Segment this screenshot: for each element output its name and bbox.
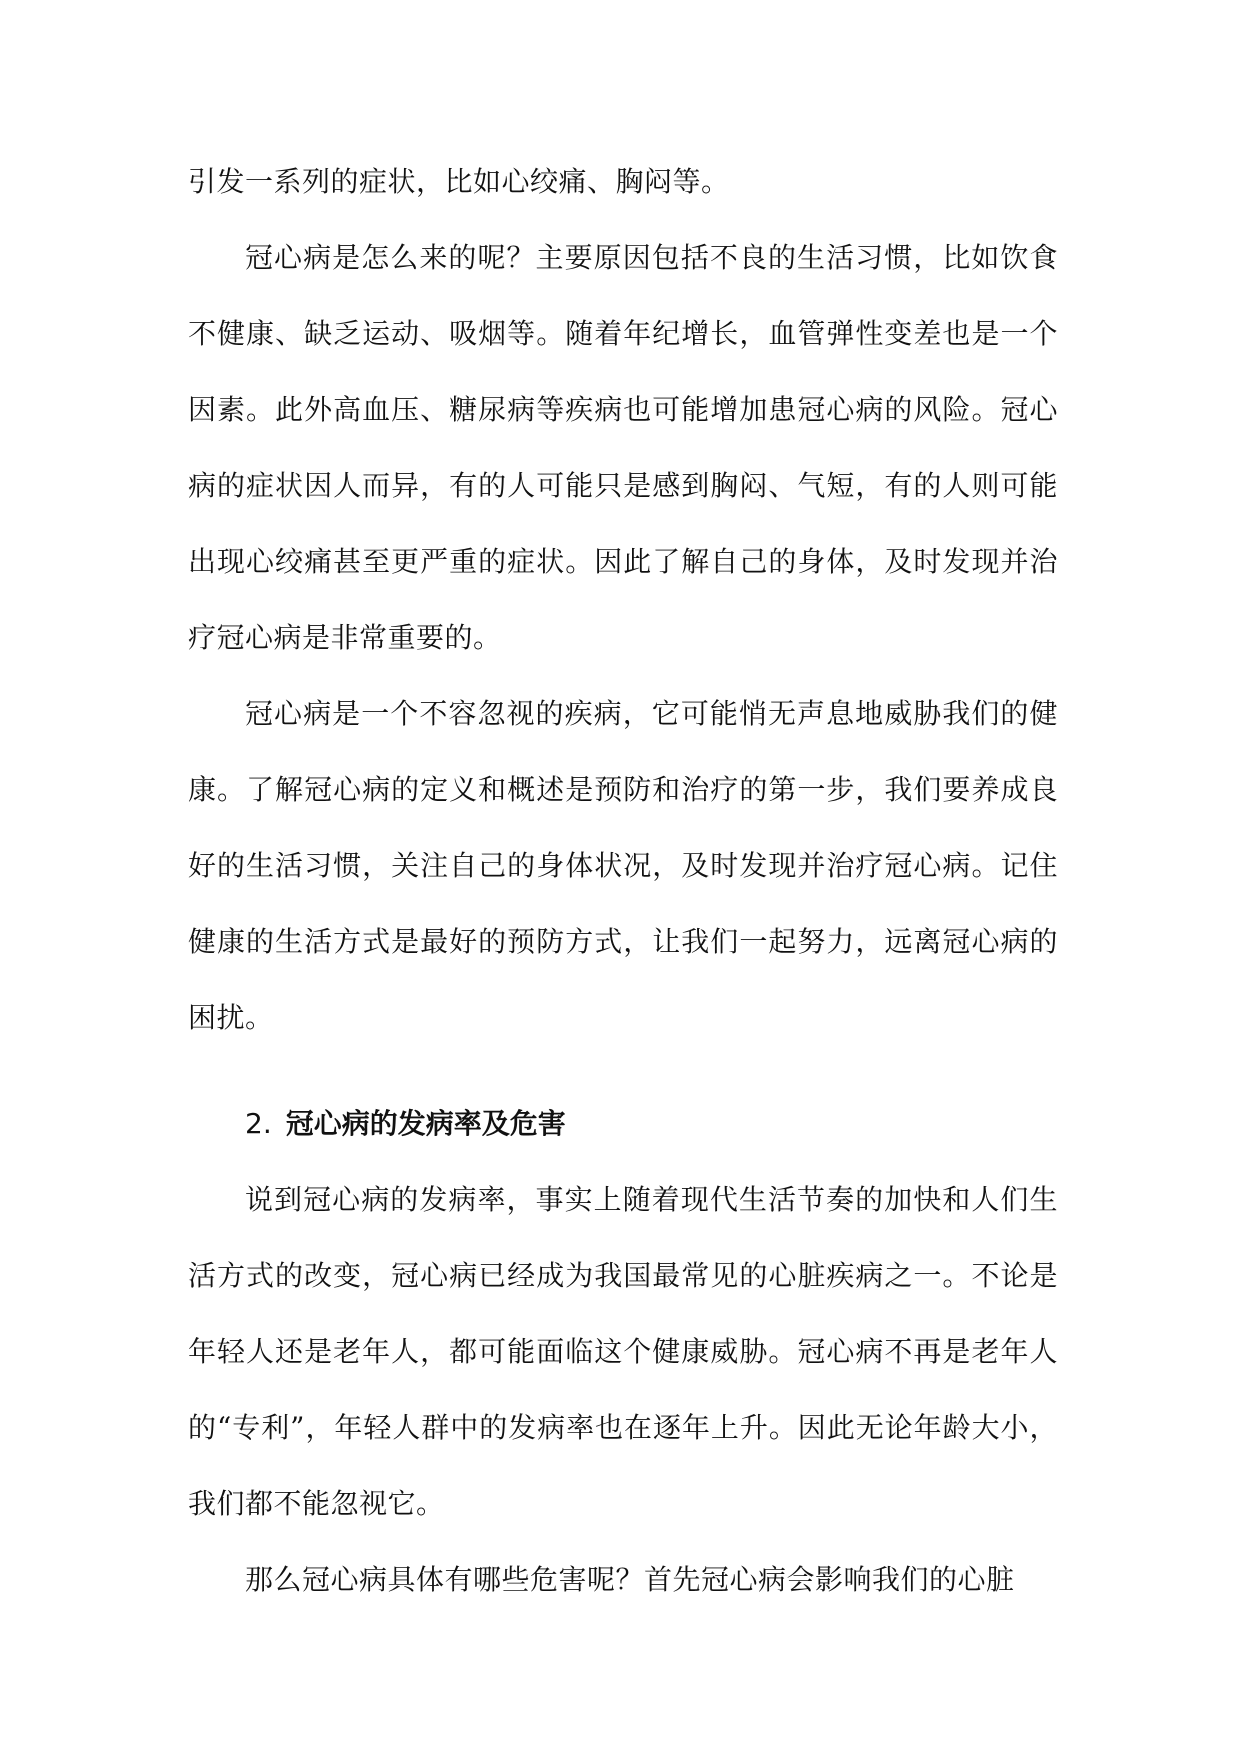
paragraph-incidence: 说到冠心病的发病率，事实上随着现代生活节奏的加快和人们生活方式的改变，冠心病已经成为我国最常见的心脏疾病之一。不论是年轻人还是老年人，都可能面临这个健康威胁。冠心病不再是老年人的“专利”，年轻人群中的发病率也在逐年上升。因此无论年龄大小，我们都不能忽视它。	[188, 1183, 1058, 1520]
section-heading	[188, 1086, 1058, 1162]
paragraph-harm: 那么冠心病具体有哪些危害呢？首先冠心病会影响我们的心脏	[245, 1563, 1015, 1596]
paragraph-continuation: 引发一系列的症状，比如心绞痛、胸闷等。	[188, 165, 730, 198]
section-title: 冠心病的发病率及危害	[285, 1107, 566, 1140]
section-number: 2.	[245, 1107, 272, 1140]
document-body	[188, 144, 1058, 1618]
paragraph-summary: 冠心病是一个不容忽视的疾病，它可能悄无声息地威胁我们的健康。了解冠心病的定义和概述是预防和治疗的第一步，我们要养成良好的生活习惯，关注自己的身体状况，及时发现并治疗冠心病。记住健康的生活方式是最好的预防方式，让我们一起努力，远离冠心病的困扰。	[188, 697, 1058, 1034]
paragraph-causes: 冠心病是怎么来的呢？主要原因包括不良的生活习惯，比如饮食不健康、缺乏运动、吸烟等。随着年纪增长，血管弹性变差也是一个因素。此外高血压、糖尿病等疾病也可能增加患冠心病的风险。冠心病的症状因人而异，有的人可能只是感到胸闷、气短，有的人则可能出现心绞痛甚至更严重的症状。因此了解自己的身体，及时发现并治疗冠心病是非常重要的。	[188, 241, 1058, 654]
